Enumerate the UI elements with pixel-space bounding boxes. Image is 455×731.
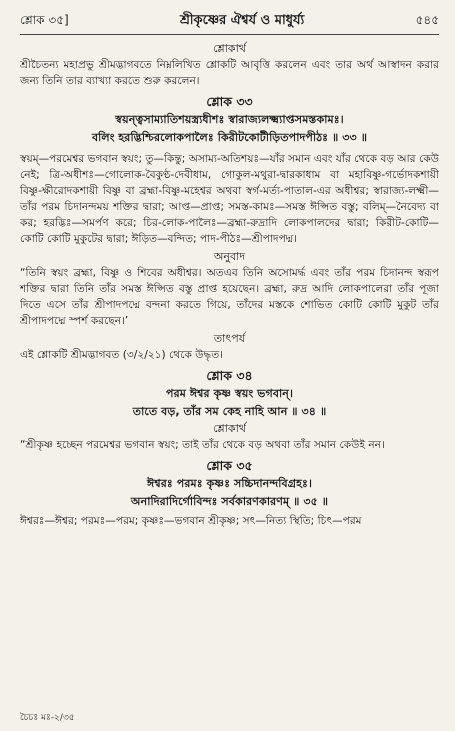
verse-33-title: শ্লোক ৩৩ bbox=[206, 94, 253, 109]
translation-33: “তিনি স্বয়ং ব্রহ্মা, বিষ্ণু ও শিবের অধীশ্বর। অতএব তিনি অসোমর্দ্ধ এবং তাঁর পরম চিদানন্দ স্বরূপ শক্তির দ্বারা তিনি তাঁর সমস্ত ঈপ্সিত বস্তু প্রাপ্ত হয়েছেন। ব্রহ্মা, রুদ্র আদি লোকপালেরা তাঁর পূজা দিতে এসে তাঁর শ্রীপাদপদ্মে বন্দনা করতে গিয়ে, তাঁদের মস্তকে শোভিত কোটি কোটি মুকুট তাঁর শ্রীপাদপদ্মে স্পর্শ করছেন।’ bbox=[20, 267, 439, 327]
synonyms-33: স্বয়ম্—পরমেশ্বর ভগবান স্বয়ং; তু—কিন্তু; অসাম্য-অতিশয়ঃ—যাঁর সমান এবং যাঁর থেকে বড় আর কেউ নেই; ত্রি-অধীশঃ—গোলোক-বৈকুণ্ঠ-দেবীধাম, গোকুল-মথুরা-দ্বারকাধাম বা মহাবিষ্ণু-গর্ভোদকশায়ী বিষ্ণু-ক্ষীরোদকশায়ী বিষ্ণু বা ব্রহ্মা-বিষ্ণু-মহেশ্বর অথবা স্বর্গ-মর্ত্য-পাতাল-এর অধীশ্বর; স্বারাজ্য-লক্ষ্মী—তাঁর পরম চিদানন্দময় শক্তির দ্বারা; আপ্ত—প্রাপ্ত; সমস্ত-কামঃ—সমস্ত ঈপ্সিত বস্তু; বলিম্—নৈবেদ্য বা কর; হরদ্ভিঃ—সমর্পণ করে; চির-লোক-পালৈঃ—ব্রহ্মা-রুদ্রাদি লোকপালদের দ্বারা; কিরীট-কোটি—কোটি কোটি মুকুটের দ্বারা; ঈড়িত—বন্দিত; পাদ-পীঠঃ—শ্রীপাদপদ্ম। bbox=[20, 153, 439, 245]
verse-34-title: শ্লোক ৩৪ bbox=[206, 368, 253, 383]
verse-33-line-2: বলিং হরদ্ভিশ্চিরলোকপালৈঃ কিরীটকোটীড়িতপাদপীঠঃ ॥ ৩৩ ॥ bbox=[91, 131, 368, 144]
purport-heading: তাৎপর্য bbox=[213, 332, 246, 345]
verse-34-line-2: তাতে বড়, তাঁর সম কেহ নাহি আন ॥ ৩৪ ॥ bbox=[132, 405, 327, 418]
intro-paragraph: শ্রীচৈতন্য মহাপ্রভু শ্রীমদ্ভাগবতে নিম্নলিখিত শ্লোকটি আবৃত্তি করলেন এবং তার অর্থ আস্বাদন করার জন্য তিনি তার ব্যাখ্যা করতে শুরু করলেন। bbox=[20, 59, 439, 87]
translation-heading: অনুবাদ bbox=[213, 250, 246, 263]
verse-34-line-1: পরম ঈশ্বর কৃষ্ণ স্বয়ং ভগবান্। bbox=[166, 387, 293, 400]
verse-35-line-2: অনাদিরাদির্গোবিন্দঃ সর্বকারণকারণম্ ॥ ৩৫ ॥ bbox=[130, 495, 329, 508]
header-verse-ref: শ্লোক ৩৫] bbox=[20, 13, 69, 27]
meaning-34-heading: শ্লোকার্থ bbox=[213, 422, 246, 435]
section-heading: শ্লোকার্থ bbox=[213, 42, 246, 55]
page-number: ৫৪৫ bbox=[415, 13, 439, 27]
verse-35-title: শ্লোক ৩৫ bbox=[206, 458, 253, 473]
verse-35-line-1: ঈশ্বরঃ পরমঃ কৃষ্ণঃ সচ্চিদানন্দবিগ্রহঃ। bbox=[147, 477, 312, 490]
synonyms-35: ঈশ্বরঃ—ঈশ্বর; পরমঃ—পরম; কৃষ্ণঃ—ভগবান শ্রীকৃষ্ণ; সৎ—নিত্য স্থিতি; চিৎ—পরম bbox=[20, 515, 362, 527]
meaning-34: “শ্রীকৃষ্ণ হচ্ছেন পরমেশ্বর ভগবান স্বয়ং; তাই তাঁর থেকে বড় অথবা তাঁর সমান কেউই নন। bbox=[20, 439, 385, 451]
page-header bbox=[20, 10, 439, 30]
page-footer: চৈচঃ মঃ-২/৩৫ bbox=[20, 713, 75, 723]
header-rule bbox=[20, 34, 439, 35]
chapter-title: শ্রীকৃষ্ণের ঐশ্বর্য ও মাধুর্য্য bbox=[179, 13, 305, 28]
purport-33: এই শ্লোকটি শ্রীমদ্ভাগবত (৩/২/২১) থেকে উদ্ধৃত। bbox=[20, 349, 223, 361]
verse-33-line-1: স্বয়ন্ত্বসাম্যাতিশয়স্ত্র্যধীশঃ স্বারাজ্যলক্ষ্ম্যাপ্তসমস্তকামঃ। bbox=[115, 113, 344, 126]
